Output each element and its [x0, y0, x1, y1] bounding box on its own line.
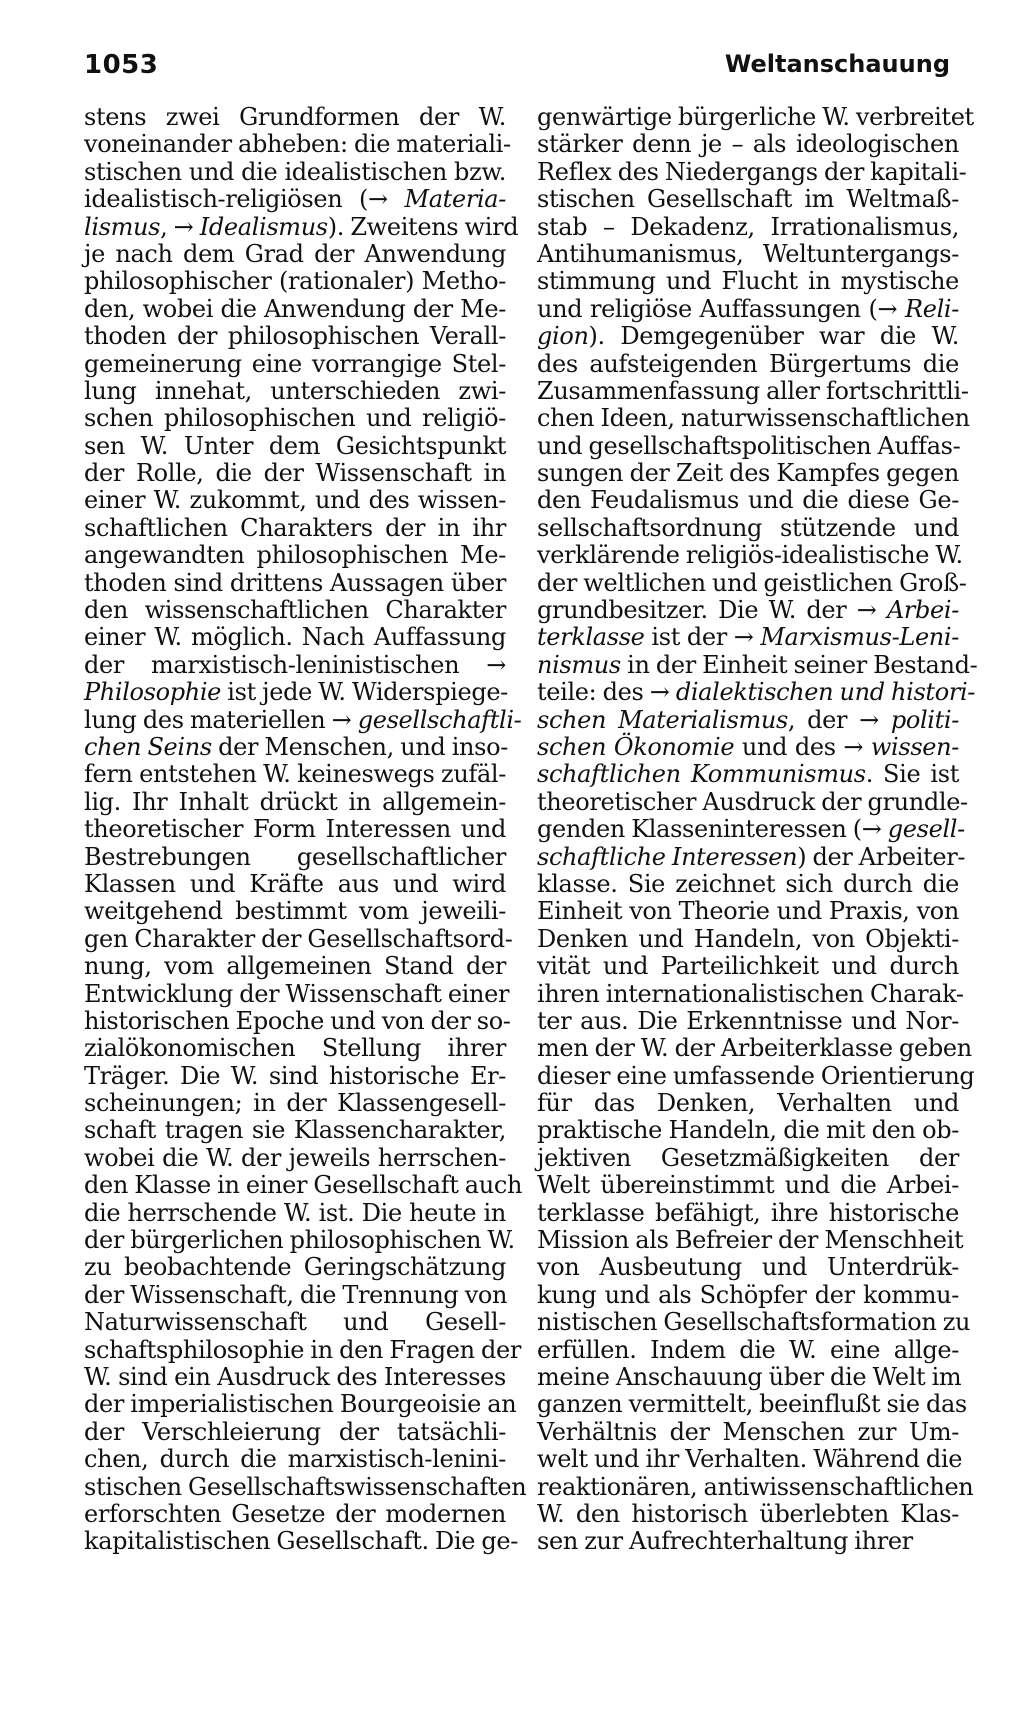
- text-run: den Klasse in einer Gesellschaft auch: [84, 1171, 523, 1200]
- text-line: [537, 1226, 964, 1255]
- text-line: [84, 924, 513, 953]
- text-line: [84, 378, 506, 405]
- text-line: [84, 1309, 506, 1336]
- text-run: angewandten philosophischen Me-: [84, 541, 506, 570]
- text-line: [537, 241, 959, 268]
- text-run: ist der →: [644, 623, 761, 652]
- text-line: [537, 871, 959, 898]
- text-line: [537, 1419, 959, 1446]
- text-run: theoretischer Ausdruck der grundle-: [537, 787, 968, 816]
- cross-reference-term: chen Seins: [84, 732, 212, 761]
- text-line: [84, 1006, 511, 1035]
- text-run: thoden der philosophischen Verall-: [84, 322, 506, 351]
- text-run: praktische Handeln, die mit den ob-: [537, 1116, 959, 1145]
- text-run: klasse. Sie zeichnet sich durch die: [537, 869, 959, 898]
- text-run: Reflex des Niedergangs der kapitali-: [537, 157, 967, 186]
- text-run: Entwicklung der Wissenschaft einer: [84, 979, 510, 1008]
- text-run: des aufsteigenden Bürgertums die: [537, 349, 959, 378]
- text-run: in der Einheit seiner Bestand-: [620, 650, 978, 679]
- running-head: Weltanschauung: [724, 50, 950, 78]
- text-run: dieser eine umfassende Orientierung: [537, 1061, 975, 1090]
- text-run: von Ausbeutung und Unterdrük-: [537, 1253, 959, 1282]
- text-line: [84, 1446, 506, 1473]
- text-run: die herrschende W. ist. Die heute in: [84, 1198, 506, 1227]
- text-line: [84, 542, 506, 569]
- text-run: und gesellschaftspolitischen Auffas-: [537, 431, 961, 460]
- text-line: [84, 323, 506, 350]
- text-run: idealistisch-religiösen (→: [84, 185, 405, 214]
- text-run: der Rolle, die der Wissenschaft in: [84, 459, 506, 488]
- text-line: [537, 404, 970, 433]
- text-line: [537, 926, 959, 953]
- text-run: philosophischer (rationaler) Metho-: [84, 267, 506, 296]
- text-line: [537, 624, 959, 651]
- text-line: [84, 268, 506, 295]
- text-line: [84, 515, 506, 542]
- text-run: nistischen Gesellschaftsformation zu: [537, 1308, 971, 1337]
- cross-reference-term: politi-: [890, 705, 959, 734]
- text-run: gemeinerung eine vorrangige Stel-: [84, 349, 506, 378]
- text-run: W. sind ein Ausdruck des Interesses: [84, 1362, 506, 1391]
- text-run: kung und als Schöpfer der kommu-: [537, 1280, 959, 1309]
- text-line: [537, 351, 959, 378]
- text-run: wobei die W. der jeweils herrschen-: [84, 1143, 506, 1172]
- text-line: [84, 734, 506, 761]
- text-run: jektiven Gesetzmäßigkeiten der: [537, 1143, 959, 1172]
- cross-reference-term: dialektischen und histori-: [675, 678, 976, 707]
- text-line: [537, 1308, 971, 1337]
- text-line: [537, 953, 959, 980]
- text-run: theoretischer Form Interessen und: [84, 815, 506, 844]
- text-run: nung, vom allgemeinen Stand der: [84, 952, 506, 981]
- text-run: welt und ihr Verhalten. Während die: [537, 1445, 963, 1474]
- text-line: [537, 1528, 959, 1555]
- cross-reference-term: lismus: [84, 212, 161, 241]
- text-run: ihren internationalistischen Charak-: [537, 979, 964, 1008]
- text-run: teile: des →: [537, 678, 676, 707]
- text-line: [84, 1200, 506, 1227]
- text-line: [537, 1117, 959, 1144]
- text-line: [84, 433, 506, 460]
- text-line: [84, 624, 506, 651]
- text-line: [84, 761, 506, 788]
- text-line: [84, 1501, 506, 1528]
- text-line: [537, 761, 959, 788]
- text-line: [84, 1527, 519, 1556]
- text-run: grundbesitzer. Die W. der →: [537, 596, 887, 625]
- text-line: [537, 1145, 959, 1172]
- text-run: ist jede W. Widerspiege-: [221, 678, 508, 707]
- text-run: der Menschen, und inso-: [211, 732, 508, 761]
- text-run: schaft tragen sie Klassencharakter,: [84, 1116, 506, 1145]
- text-line: [537, 433, 959, 460]
- text-line: [537, 323, 959, 350]
- cross-reference-term: terklasse: [537, 623, 645, 652]
- text-line: [84, 1226, 515, 1255]
- text-line: [84, 104, 506, 131]
- text-run: stens zwei Grundformen der W.: [84, 103, 506, 131]
- text-line: [537, 515, 959, 542]
- text-run: und des →: [734, 732, 871, 761]
- text-run: der bürgerlichen philosophischen W.: [84, 1226, 515, 1255]
- text-line: [84, 351, 506, 378]
- cross-reference-term: gion: [537, 322, 589, 351]
- text-run: schaftsphilosophie in den Fragen der: [84, 1335, 522, 1364]
- text-line: [84, 1090, 506, 1117]
- text-line: [537, 103, 974, 131]
- text-line: [537, 1501, 959, 1528]
- text-run: verklärende religiös-idealistische W.: [537, 541, 963, 570]
- text-run: für das Denken, Verhalten und: [537, 1089, 959, 1118]
- text-line: [537, 487, 959, 514]
- text-line: [537, 815, 965, 844]
- text-run: der imperialistischen Bourgeoisie an: [84, 1390, 517, 1419]
- text-line: [84, 1035, 506, 1062]
- text-run: der Verschleierung der tatsächli-: [84, 1417, 506, 1446]
- page-header: [84, 50, 950, 90]
- text-run: vität und Parteilichkeit und durch: [537, 952, 959, 981]
- text-run: historischen Epoche und von der so-: [84, 1006, 511, 1035]
- text-run: stischen Gesellschaft im Weltmaß-: [537, 185, 959, 214]
- text-line: [84, 296, 506, 323]
- text-run: , der →: [787, 705, 891, 734]
- text-line: [84, 1419, 506, 1446]
- text-run: schaftlichen Charakters der in ihr: [84, 513, 506, 542]
- text-run: den, wobei die Anwendung der Me-: [84, 294, 506, 323]
- cross-reference-term: schen Ökonomie: [537, 732, 735, 761]
- text-run: gen Charakter der Gesellschaftsord-: [84, 924, 513, 953]
- text-run: ganzen vermittelt, beeinflußt sie das: [537, 1390, 967, 1419]
- text-line: [537, 1445, 963, 1474]
- text-line: [84, 186, 506, 213]
- cross-reference-term: gesell-: [887, 815, 965, 844]
- text-run: chen, durch die marxistisch-lenini-: [84, 1445, 506, 1474]
- cross-reference-term: Idealismus: [199, 212, 328, 241]
- text-run: fern entstehen W. keineswegs zufäl-: [84, 760, 506, 789]
- text-line: [537, 268, 959, 295]
- text-run: ter aus. Die Erkenntnisse und Nor-: [537, 1006, 959, 1035]
- text-line: [84, 816, 506, 843]
- text-line: [84, 1472, 527, 1501]
- text-line: [84, 1145, 506, 1172]
- text-run: . Sie ist: [865, 760, 959, 789]
- text-run: den Feudalismus und die diese Ge-: [537, 486, 959, 515]
- cross-reference-term: schaftlichen Kommunismus: [537, 760, 866, 789]
- text-run: Naturwissenschaft und Gesell-: [84, 1308, 506, 1337]
- text-line: [84, 130, 511, 159]
- text-run: scheinungen; in der Klassengesell-: [84, 1089, 506, 1118]
- text-run: erforschten Gesetze der modernen: [84, 1499, 506, 1528]
- left-text-column: [84, 103, 527, 1556]
- text-run: Verhältnis der Menschen zur Um-: [537, 1417, 959, 1446]
- cross-reference-term: nismus: [537, 650, 621, 679]
- text-line: [537, 1200, 959, 1227]
- cross-reference-term: Arbei-: [886, 596, 959, 625]
- text-line: [84, 405, 506, 432]
- right-text-column: [537, 103, 978, 1556]
- text-run: den wissenschaftlichen Charakter: [84, 596, 506, 625]
- text-line: [537, 296, 959, 323]
- text-run: stischen und die idealistischen bzw.: [84, 157, 506, 186]
- text-run: ). Zweitens wird: [327, 212, 519, 241]
- text-run: ) der Arbeiter-: [797, 842, 966, 871]
- text-run: voneinander abheben: die materiali-: [84, 130, 511, 159]
- text-run: Welt übereinstimmt und die Arbei-: [537, 1171, 959, 1200]
- text-run: zu beobachtende Geringschätzung: [84, 1253, 506, 1282]
- text-line: [84, 241, 506, 268]
- text-line: [537, 1008, 959, 1035]
- text-line: [537, 734, 959, 761]
- text-line: [537, 678, 976, 707]
- text-line: [84, 844, 506, 871]
- text-line: [84, 898, 506, 925]
- text-run: Träger. Die W. sind historische Er-: [84, 1061, 506, 1090]
- text-run: kapitalistischen Gesellschaft. Die ge-: [84, 1527, 519, 1556]
- text-line: [84, 159, 506, 186]
- text-line: [84, 570, 506, 597]
- text-line: [537, 460, 959, 487]
- page-number: 1053: [84, 50, 159, 80]
- text-run: sen W. Unter dem Gesichtspunkt: [84, 431, 506, 460]
- text-line: [537, 568, 967, 597]
- text-run: chen Ideen, naturwissenschaftlichen: [537, 404, 970, 433]
- text-line: [84, 212, 519, 241]
- text-run: lung innehat, unterschieden zwi-: [84, 376, 506, 405]
- text-run: meine Anschauung über die Welt im: [537, 1362, 962, 1391]
- text-run: stimmung und Flucht in mystische: [537, 267, 959, 296]
- text-run: Mission als Befreier der Menschheit: [537, 1226, 964, 1255]
- text-run: der weltlichen und geistlichen Groß-: [537, 568, 967, 597]
- cross-reference-term: schen Materialismus: [537, 705, 788, 734]
- text-line: [537, 898, 959, 925]
- text-run: reaktionären, antiwissenschaftlichen: [537, 1472, 974, 1501]
- text-run: W. den historisch überlebten Klas-: [537, 1499, 959, 1528]
- text-line: [537, 707, 959, 734]
- text-line: [84, 953, 506, 980]
- text-run: , →: [160, 212, 200, 241]
- text-line: [84, 1282, 506, 1309]
- text-run: lig. Ihr Inhalt drückt in allgemein-: [84, 787, 506, 816]
- text-run: je nach dem Grad der Anwendung: [84, 239, 506, 268]
- text-run: genden Klasseninteressen (→: [537, 815, 888, 844]
- text-line: [537, 1362, 962, 1391]
- text-line: [84, 1390, 517, 1419]
- text-run: der marxistisch-leninistischen →: [84, 650, 506, 679]
- cross-reference-term: Philosophie: [84, 678, 222, 707]
- text-run: thoden sind drittens Aussagen über: [84, 568, 506, 597]
- text-line: [537, 157, 967, 186]
- cross-reference-term: Marxismus-Leni-: [760, 623, 959, 652]
- text-line: [84, 979, 510, 1008]
- text-line: [84, 460, 506, 487]
- text-run: ). Demgegenüber war die W.: [588, 322, 959, 351]
- text-line: [84, 1117, 506, 1144]
- text-run: Bestrebungen gesellschaftlicher: [84, 842, 506, 871]
- text-line: [537, 1282, 959, 1309]
- text-line: [84, 1254, 506, 1281]
- text-run: weitgehend bestimmt vom jeweili-: [84, 897, 506, 926]
- text-line: [84, 1335, 522, 1364]
- text-line: [84, 487, 506, 514]
- text-line: [537, 1472, 974, 1501]
- text-line: [84, 1364, 506, 1391]
- text-run: erfüllen. Indem die W. eine allge-: [537, 1335, 959, 1364]
- text-run: der Wissenschaft, die Trennung von: [84, 1280, 508, 1309]
- text-run: sellschaftsordnung stützende und: [537, 513, 959, 542]
- text-line: [537, 787, 968, 816]
- text-run: Einheit von Theorie und Praxis, von: [537, 897, 959, 926]
- text-line: [537, 979, 964, 1008]
- text-run: und religiöse Auffassungen (→: [537, 294, 905, 323]
- text-line: [537, 1061, 975, 1090]
- text-run: schen philosophischen und religiö-: [84, 404, 506, 433]
- text-line: [84, 871, 506, 898]
- text-line: [537, 1090, 959, 1117]
- text-run: einer W. möglich. Nach Auffassung: [84, 623, 506, 652]
- text-line: [537, 214, 959, 241]
- text-run: terklasse befähigt, ihre historische: [537, 1198, 959, 1227]
- text-line: [537, 597, 959, 624]
- text-run: sungen der Zeit des Kampfes gegen: [537, 459, 959, 488]
- text-line: [84, 1063, 506, 1090]
- text-line: [537, 650, 978, 679]
- text-line: [537, 1390, 967, 1419]
- text-line: [537, 1034, 972, 1063]
- text-line: [537, 186, 959, 213]
- text-line: [84, 1171, 523, 1200]
- text-line: [84, 679, 506, 706]
- text-run: einer W. zukommt, und des wissen-: [84, 486, 506, 515]
- text-line: [537, 1337, 959, 1364]
- text-run: Klassen und Kräfte aus und wird: [84, 869, 506, 898]
- text-line: [537, 131, 959, 158]
- text-run: sen zur Aufrechterhaltung ihrer: [537, 1527, 913, 1556]
- text-line: [84, 705, 522, 734]
- text-line: [537, 1172, 959, 1199]
- cross-reference-term: Reli-: [905, 294, 959, 323]
- text-run: stab – Dekadenz, Irrationalismus,: [537, 212, 959, 241]
- text-line: [537, 376, 969, 405]
- text-run: Zusammenfassung aller fortschrittli-: [537, 376, 969, 405]
- text-run: genwärtige bürgerliche W. verbreitet: [537, 103, 974, 131]
- text-run: men der W. der Arbeiterklasse geben: [537, 1034, 972, 1063]
- text-run: stärker denn je – als ideologischen: [537, 130, 959, 159]
- cross-reference-term: schaftliche Interessen: [537, 842, 798, 871]
- text-run: stischen Gesellschaftswissenschaften: [84, 1472, 527, 1501]
- text-run: lung des materiellen →: [84, 705, 358, 734]
- text-run: zialökonomischen Stellung ihrer: [84, 1034, 506, 1063]
- text-run: Denken und Handeln, von Objekti-: [537, 924, 959, 953]
- cross-reference-term: Materia-: [404, 185, 506, 214]
- cross-reference-term: wissen-: [870, 732, 959, 761]
- text-line: [84, 597, 506, 624]
- text-line: [84, 652, 506, 679]
- text-line: [537, 1254, 959, 1281]
- text-line: [537, 842, 966, 871]
- text-line: [84, 789, 506, 816]
- text-line: [537, 541, 963, 570]
- cross-reference-term: gesellschaftli-: [357, 705, 522, 734]
- text-run: Antihumanismus, Weltuntergangs-: [537, 239, 959, 268]
